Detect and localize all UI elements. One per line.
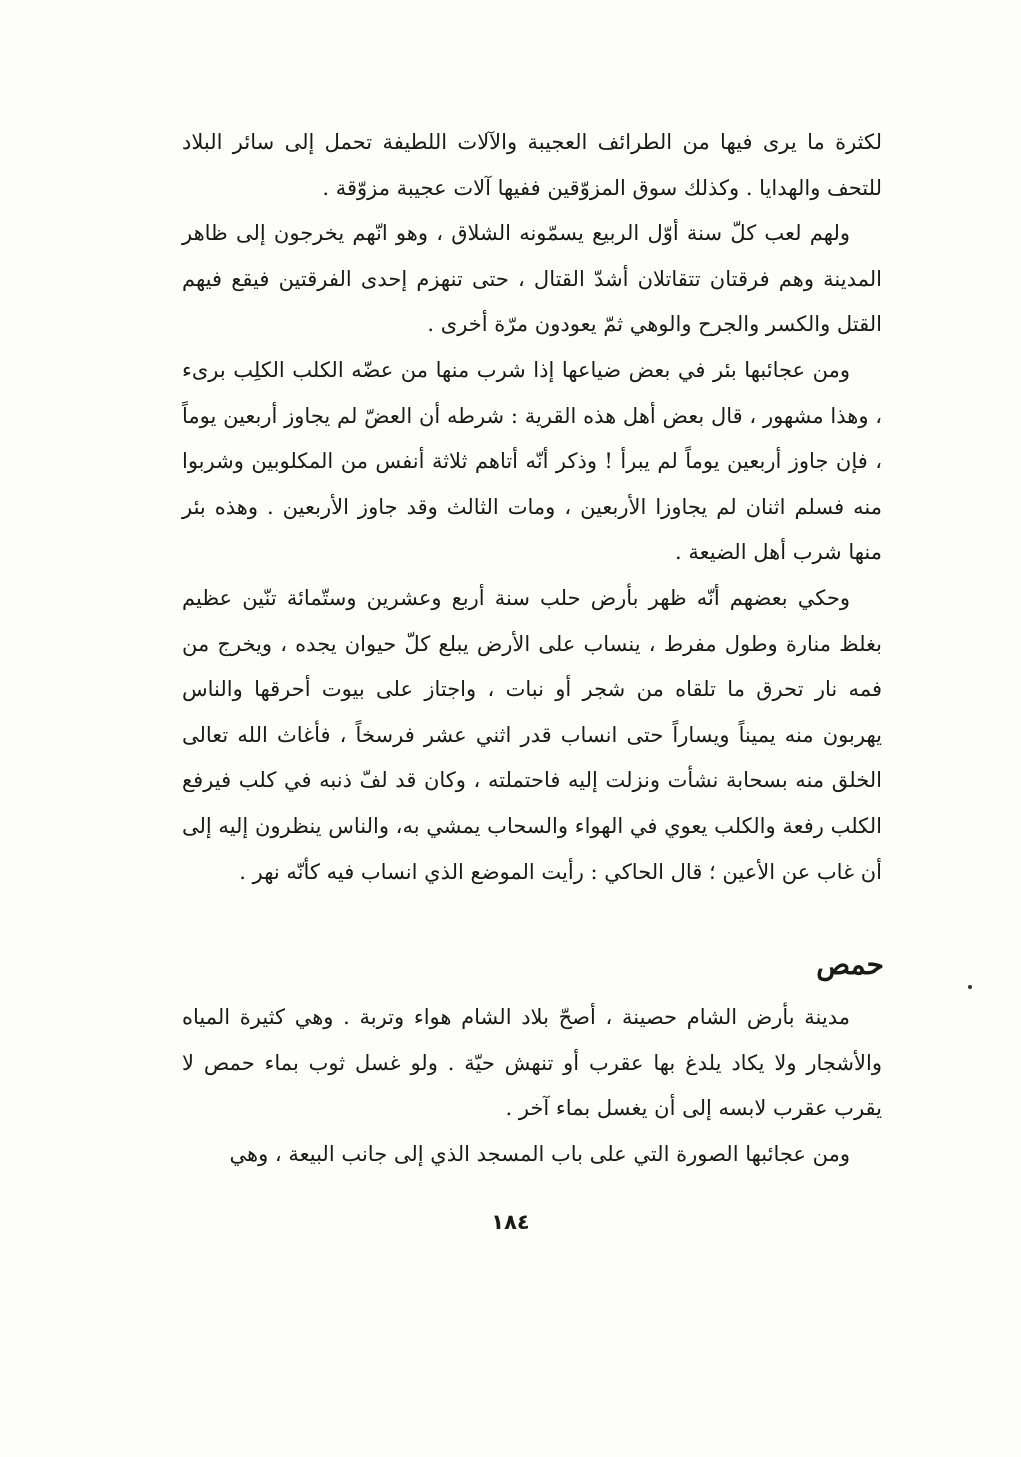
paragraph-shalaq-game: ولهم لعب كلّ سنة أوّل الربيع يسمّونه الشلاق ، وهو انّهم يخرجون إلى ظاهر المدينة وهم فرقتان تتقاتلان أشدّ القتال ، حتى تنهزم إحدى الفرقتين فيقع فيهم القتل والكسر والجرح والوهي ثمّ يعودون مرّة أخرى . bbox=[182, 221, 882, 337]
paragraph-continuation: لكثرة ما يرى فيها من الطرائف العجيبة والآلات اللطيفة تحمل إلى سائر البلاد للتحف والهدايا . وكذلك سوق المزوّقين ففيها آلات عجيبة مزوّقة . bbox=[182, 130, 882, 200]
paragraph-homs-description: مدينة بأرض الشام حصينة ، أصحّ بلاد الشام هواء وتربة . وهي كثيرة المياه والأشجار ولا يكاد يلدغ بها عقرب أو تنهش حيّة . ولو غسل ثوب بماء حمص لا يقرب عقرب لابسه إلى أن يغسل بماء آخر . bbox=[182, 1005, 882, 1121]
section-heading: حمص bbox=[816, 948, 884, 981]
paragraph-dragon: وحكي بعضهم أنّه ظهر بأرض حلب سنة أربع وعشرين وستّمائة تنّين عظيم بغلظ منارة وطول مفرط ، ينساب على الأرض يبلع كلّ حيوان يجده ، ويخرج من فمه نار تحرق ما تلقاه من شجر أو نبات ، واجتاز على بيوت أحرقها والناس يهربون منه يميناً ويساراً حتى انساب قدر اثني عشر فرسخاً ، فأغاث الله تعالى الخلق منه بسحابة نشأت ونزلت إليه فاحتملته ، وكان قد لفّ ذنبه في كلب فيرفع الكلب رفعة والكلب يعوي في الهواء والسحاب يمشي به، والناس ينظرون إليه إلى أن غاب عن الأعين ؛ قال الحاكي : رأيت الموضع الذي انساب فيه كأنّه نهر . bbox=[182, 585, 882, 884]
paragraph-well: ومن عجائبها بئر في بعض ضياعها إذا شرب منها من عضّه الكلب الكلِب برىء ، وهذا مشهور ، قال بعض أهل هذه القرية : شرطه أن العضّ لم يجاوز أربعين يوماً ، فإن جاوز أربعين يوماً لم يبرأ ! وذكر أنّه أتاهم ثلاثة أنفس من المكلوبين وشربوا منه فسلم اثنان لم يجاوزا الأربعين ، ومات الثالث وقد جاوز الأربعين . وهذه بئر منها شرب أهل الضيعة . bbox=[182, 357, 882, 565]
paragraph-homs-wonders: ومن عجائبها الصورة التي على باب المسجد الذي إلى جانب البيعة ، وهي bbox=[229, 1141, 850, 1166]
homs-text-section bbox=[182, 995, 882, 1177]
print-speck bbox=[968, 985, 972, 989]
page-number: ١٨٤ bbox=[491, 1210, 530, 1234]
main-text-section bbox=[182, 120, 882, 895]
